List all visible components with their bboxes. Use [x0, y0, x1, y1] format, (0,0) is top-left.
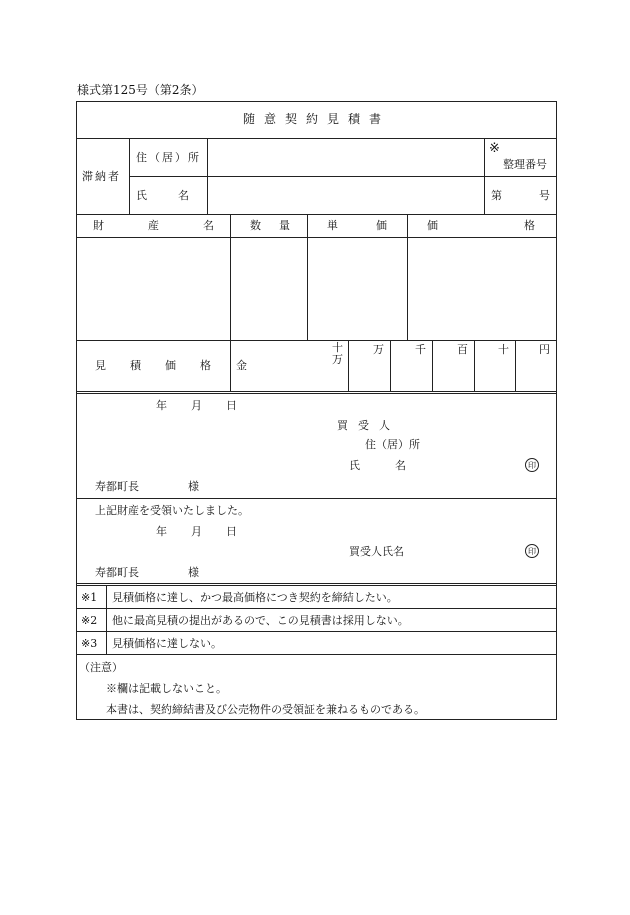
delinquent-address-field[interactable]	[210, 140, 482, 174]
digit-label-hundred: 百	[457, 343, 468, 356]
digit-label-hundred-thousand: 十万	[332, 341, 343, 366]
remark-mark-3: ※3	[81, 637, 98, 650]
s1-year: 年	[156, 399, 167, 412]
ref-number-prefix: 第	[491, 189, 502, 202]
ref-number-label: 整理番号	[503, 158, 547, 171]
remark-mark-2: ※2	[81, 614, 98, 627]
divider	[76, 583, 557, 584]
ref-mark: ※	[489, 141, 500, 156]
notes-heading: （注意）	[79, 661, 123, 674]
delinquent-name-label: 氏 名	[136, 189, 199, 202]
divider	[432, 340, 433, 391]
remark-text-2: 他に最高見積の提出があるので、この見積書は採用しない。	[112, 614, 409, 627]
remark-text-1: 見積価格に達し、かつ最高価格につき契約を締結したい。	[112, 591, 398, 604]
note-line-2: 本書は、契約締結書及び公売物件の受領証を兼ねるものである。	[106, 703, 425, 716]
divider	[515, 340, 516, 391]
buyer-name-label: 氏 名	[349, 459, 418, 472]
divider	[76, 393, 557, 394]
delinquent-name-field[interactable]	[210, 178, 482, 212]
divider	[76, 498, 557, 499]
currency-prefix: 金	[236, 359, 247, 372]
s1-addressee: 寿都町長	[95, 480, 139, 493]
property-name-cell[interactable]	[78, 239, 228, 338]
buyer-name-label-2: 買受人氏名	[349, 545, 404, 558]
divider	[129, 176, 557, 177]
s1-day: 日	[226, 399, 237, 412]
ref-number-suffix: 号	[539, 189, 550, 202]
divider	[76, 654, 557, 655]
remark-mark-1: ※1	[81, 591, 98, 604]
header-unit-price: 単価	[327, 219, 425, 232]
divider	[407, 214, 408, 340]
estimate-price-label: 見積価格	[95, 359, 235, 372]
divider	[348, 340, 349, 391]
form-number: 様式第125号（第2条）	[77, 83, 204, 97]
header-price: 価格	[427, 219, 621, 232]
divider	[76, 340, 557, 341]
divider	[76, 237, 557, 238]
digit-label-ten-thousand: 万	[373, 343, 384, 356]
s2-addressee: 寿都町長	[95, 566, 139, 579]
s2-month: 月	[191, 525, 202, 538]
divider	[390, 340, 391, 391]
s2-year: 年	[156, 525, 167, 538]
price-cell[interactable]	[409, 239, 555, 338]
digit-label-thousand: 千	[415, 343, 426, 356]
note-line-1: ※欄は記載しないこと。	[106, 682, 227, 695]
divider	[76, 214, 557, 215]
delinquent-address-label: 住（居）所	[136, 151, 201, 164]
divider	[76, 585, 557, 586]
seal-mark-2: 印	[525, 544, 539, 558]
digit-label-yen: 円	[539, 343, 550, 356]
divider	[106, 585, 107, 654]
s2-honorific: 様	[188, 566, 199, 579]
divider	[76, 608, 557, 609]
s1-honorific: 様	[188, 480, 199, 493]
divider	[474, 340, 475, 391]
remark-text-3: 見積価格に達しない。	[112, 637, 222, 650]
receipt-text: 上記財産を受領いたしました。	[95, 504, 249, 517]
buyer-address-label: 住（居）所	[365, 438, 420, 451]
divider	[76, 631, 557, 632]
delinquent-label: 滞納者	[82, 170, 121, 183]
divider	[76, 391, 557, 392]
unit-price-cell[interactable]	[309, 239, 405, 338]
buyer-label: 買受人	[337, 419, 400, 432]
quantity-cell[interactable]	[232, 239, 305, 338]
seal-mark: 印	[525, 458, 539, 472]
divider	[307, 214, 308, 340]
header-quantity: 数量	[250, 219, 308, 232]
s1-month: 月	[191, 399, 202, 412]
form-title: 随意契約見積書	[242, 112, 390, 126]
header-property-name: 財産名	[93, 219, 258, 232]
s2-day: 日	[226, 525, 237, 538]
digit-label-ten: 十	[498, 343, 509, 356]
